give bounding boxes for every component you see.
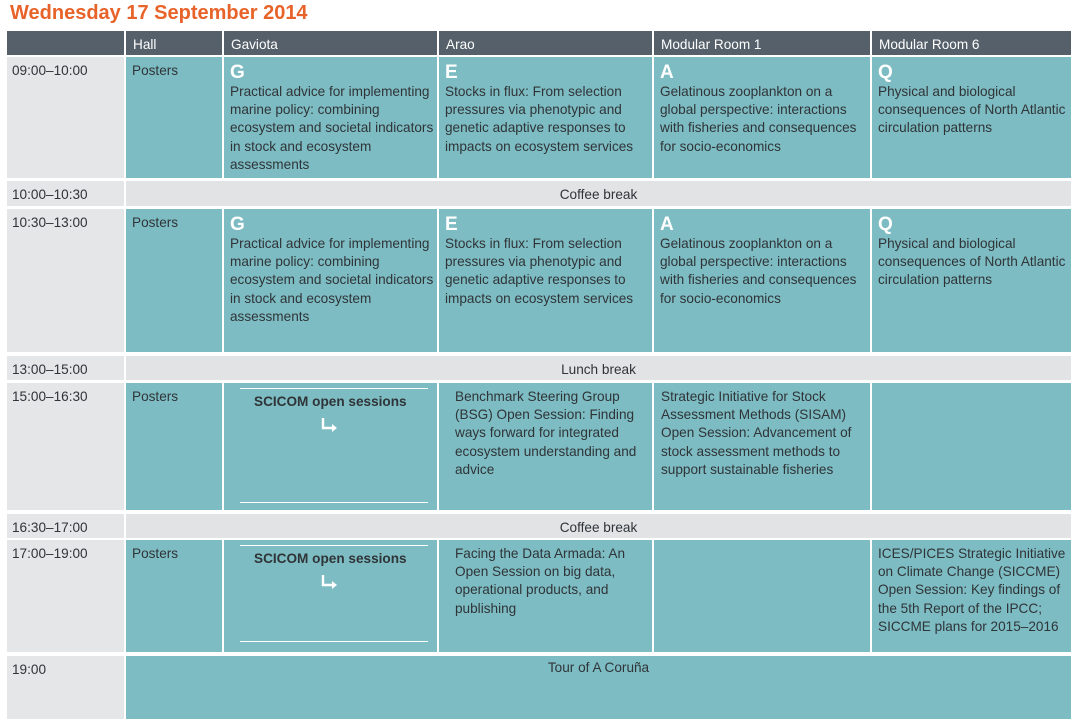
- session-g: [224, 57, 437, 178]
- header-modular-room-6: Modular Room 6: [872, 31, 1071, 55]
- coffee-break: Coffee break: [126, 181, 1071, 206]
- session-letter: G: [230, 62, 245, 83]
- session-title: Physical and biological consequences of North Atlantic circulation patterns: [878, 236, 1066, 288]
- empty-session: [872, 383, 1071, 510]
- page-title: Wednesday 17 September 2014: [10, 2, 308, 24]
- session-a: [654, 57, 870, 178]
- session-letter: A: [660, 62, 674, 83]
- header-gaviota: Gaviota: [224, 31, 437, 55]
- time-cell: 16:30–17:00: [7, 514, 124, 538]
- header-modular-room-1: Modular Room 1: [654, 31, 870, 55]
- session-a: [654, 209, 870, 352]
- session-q: [872, 57, 1071, 178]
- header-hall: Hall: [126, 31, 222, 55]
- time-cell: 15:00–16:30: [7, 383, 124, 510]
- tour-of-a-coruna: Tour of A Coruña: [126, 656, 1071, 719]
- scicom-block: [240, 545, 428, 642]
- data-armada-session: Facing the Data Armada: An Open Session on big data, operational products, and publishing: [439, 540, 652, 652]
- session-letter: Q: [878, 214, 893, 235]
- hall-posters: Posters: [126, 383, 222, 510]
- time-cell: 10:30–13:00: [7, 209, 124, 352]
- header-arao: Arao: [439, 31, 652, 55]
- siccme-open-session: ICES/PICES Strategic Initiative on Climate Change (SICCME) Open Session: Key findings of the 5th Report of the IPCC; SICCME plans for 2015–2016: [872, 540, 1071, 652]
- session-title: Gelatinous zooplankton on a global perspective: interactions with fisheries and consequences for socio-economics: [660, 236, 857, 306]
- scicom-label: SCICOM open sessions: [254, 551, 407, 566]
- empty-session: [654, 540, 870, 652]
- hall-posters: Posters: [126, 540, 222, 652]
- bsg-open-session: Benchmark Steering Group (BSG) Open Session: Finding ways forward for integrated ecosystem understanding and advice: [439, 383, 652, 510]
- session-e: [439, 209, 652, 352]
- time-cell: 17:00–19:00: [7, 540, 124, 652]
- hall-posters: Posters: [126, 57, 222, 178]
- lunch-break: Lunch break: [126, 356, 1071, 380]
- session-title: Physical and biological consequences of North Atlantic circulation patterns: [878, 84, 1066, 136]
- header-time: [7, 31, 124, 55]
- session-title: Gelatinous zooplankton on a global perspective: interactions with fisheries and consequences for socio-economics: [660, 84, 857, 154]
- scicom-block: [240, 388, 428, 503]
- session-g: [224, 209, 437, 352]
- session-title: Practical advice for implementing marine policy: combining ecosystem and societal indicators in stock and ecosystem assessments: [230, 84, 434, 172]
- hall-posters: Posters: [126, 209, 222, 352]
- session-e: [439, 57, 652, 178]
- turn-right-arrow-icon: [320, 417, 340, 433]
- session-title: Practical advice for implementing marine policy: combining ecosystem and societal indicators in stock and ecosystem assessments: [230, 236, 434, 324]
- session-title: Stocks in flux: From selection pressures via phenotypic and genetic adaptive responses to impacts on ecosystem services: [445, 236, 634, 306]
- time-cell: 19:00: [7, 656, 124, 719]
- time-cell: 09:00–10:00: [7, 57, 124, 178]
- sisam-open-session: Strategic Initiative for Stock Assessment Methods (SISAM) Open Session: Advancement of stock assessment methods to support sustainable fisheries: [654, 383, 870, 510]
- session-title: Stocks in flux: From selection pressures via phenotypic and genetic adaptive responses to impacts on ecosystem services: [445, 84, 634, 154]
- coffee-break: Coffee break: [126, 514, 1071, 538]
- session-q: [872, 209, 1071, 352]
- session-letter: Q: [878, 62, 893, 83]
- session-letter: A: [660, 214, 674, 235]
- scicom-label: SCICOM open sessions: [254, 394, 407, 409]
- time-cell: 10:00–10:30: [7, 181, 124, 206]
- session-letter: E: [445, 214, 458, 235]
- turn-right-arrow-icon: [320, 574, 340, 590]
- session-letter: G: [230, 214, 245, 235]
- session-letter: E: [445, 62, 458, 83]
- time-cell: 13:00–15:00: [7, 356, 124, 380]
